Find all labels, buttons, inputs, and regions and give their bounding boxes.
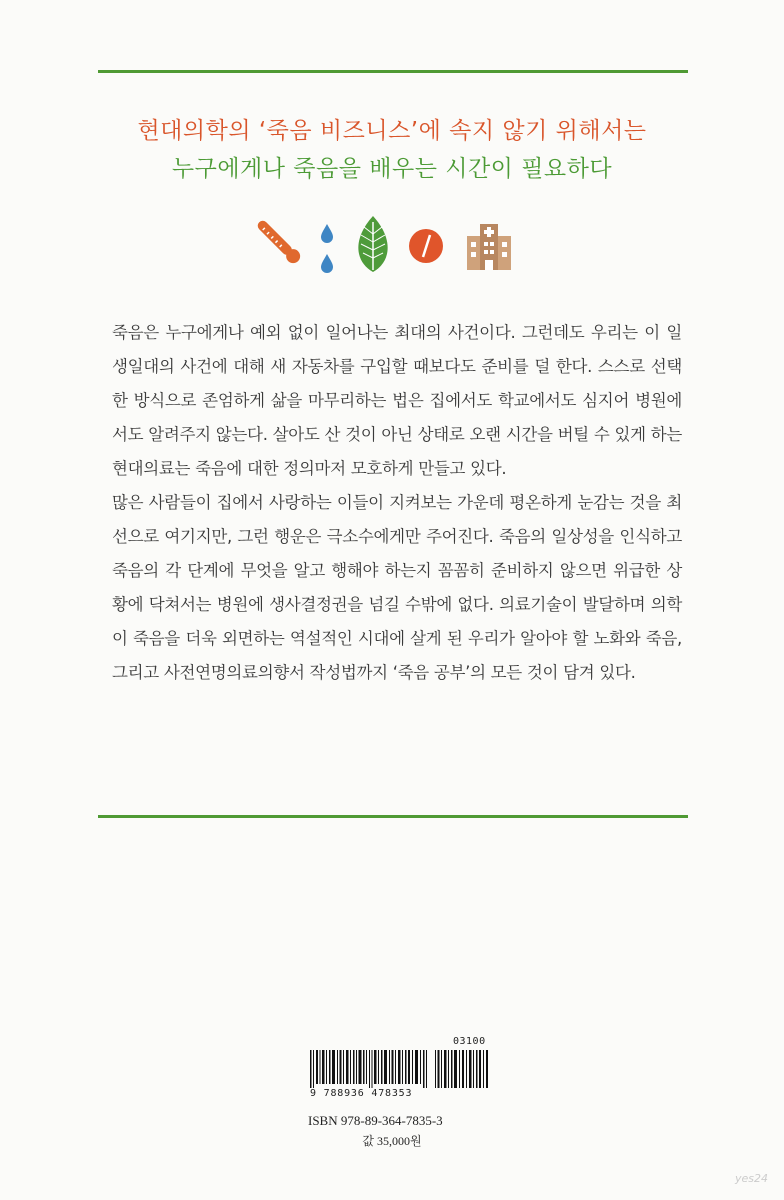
leaf-icon (350, 214, 396, 274)
thermometer-icon (250, 212, 308, 272)
body-copy (112, 316, 682, 690)
isbn: ISBN 978-89-364-7835-3 (308, 1113, 443, 1128)
icon-row (0, 212, 784, 276)
body-paragraph-2: 많은 사람들이 집에서 사랑하는 이들이 지켜보는 가운데 평온하게 눈감는 것을 최선으로 여기지만, 그런 행운은 극소수에게만 주어진다. 죽음의 일상성을 인식하고 죽음의 각 단계에 무엇을 알고 행해야 하는지 꼼꼼히 준비하지 않으면 위급한 상황에 닥쳐서는 병원에 생사결정권을 넘길 수밖에 없다. 의료기술이 발달하며 의학이 죽음을 더욱 외면하는 역설적인 시대에 살게 된 우리가 알아야 할 노화와 죽음, 그리고 사전연명의료의향서 작성법까지 ‘죽음 공부’의 모든 것이 담겨 있다. (112, 493, 682, 682)
body-paragraph-1: 죽음은 누구에게나 예외 없이 일어나는 최대의 사건이다. 그런데도 우리는 이 일생일대의 사건에 대해 새 자동차를 구입할 때보다도 준비를 덜 한다. 스스로 선택한 방식으로 존엄하게 삶을 마무리하는 법은 집에서도 학교에서도 심지어 병원에서도 알려주지 않는다. 살아도 산 것이 아닌 상태로 오랜 시간을 버틸 수 있게 하는 현대의료는 죽음에 대한 정의마저 모호하게 만들고 있다. (112, 323, 682, 478)
pill-icon (408, 228, 444, 264)
top-divider (98, 70, 688, 73)
hospital-icon (465, 220, 513, 270)
watermark: yes24 (735, 1172, 769, 1185)
headline-line2: 누구에게나 죽음을 배우는 시간이 필요하다 (171, 156, 613, 182)
bottom-divider (98, 815, 688, 818)
water-drops-icon (315, 220, 339, 276)
barcode-addon-number: 03100 (453, 1036, 486, 1047)
barcode-number: 9 788936 478353 (310, 1088, 413, 1099)
barcode-bars (310, 1050, 490, 1088)
barcode (308, 1036, 498, 1116)
price: 값 35,000원 (362, 1134, 422, 1148)
headline-line1: 현대의학의 ‘죽음 비즈니스’에 속지 않기 위해서는 (137, 118, 647, 144)
